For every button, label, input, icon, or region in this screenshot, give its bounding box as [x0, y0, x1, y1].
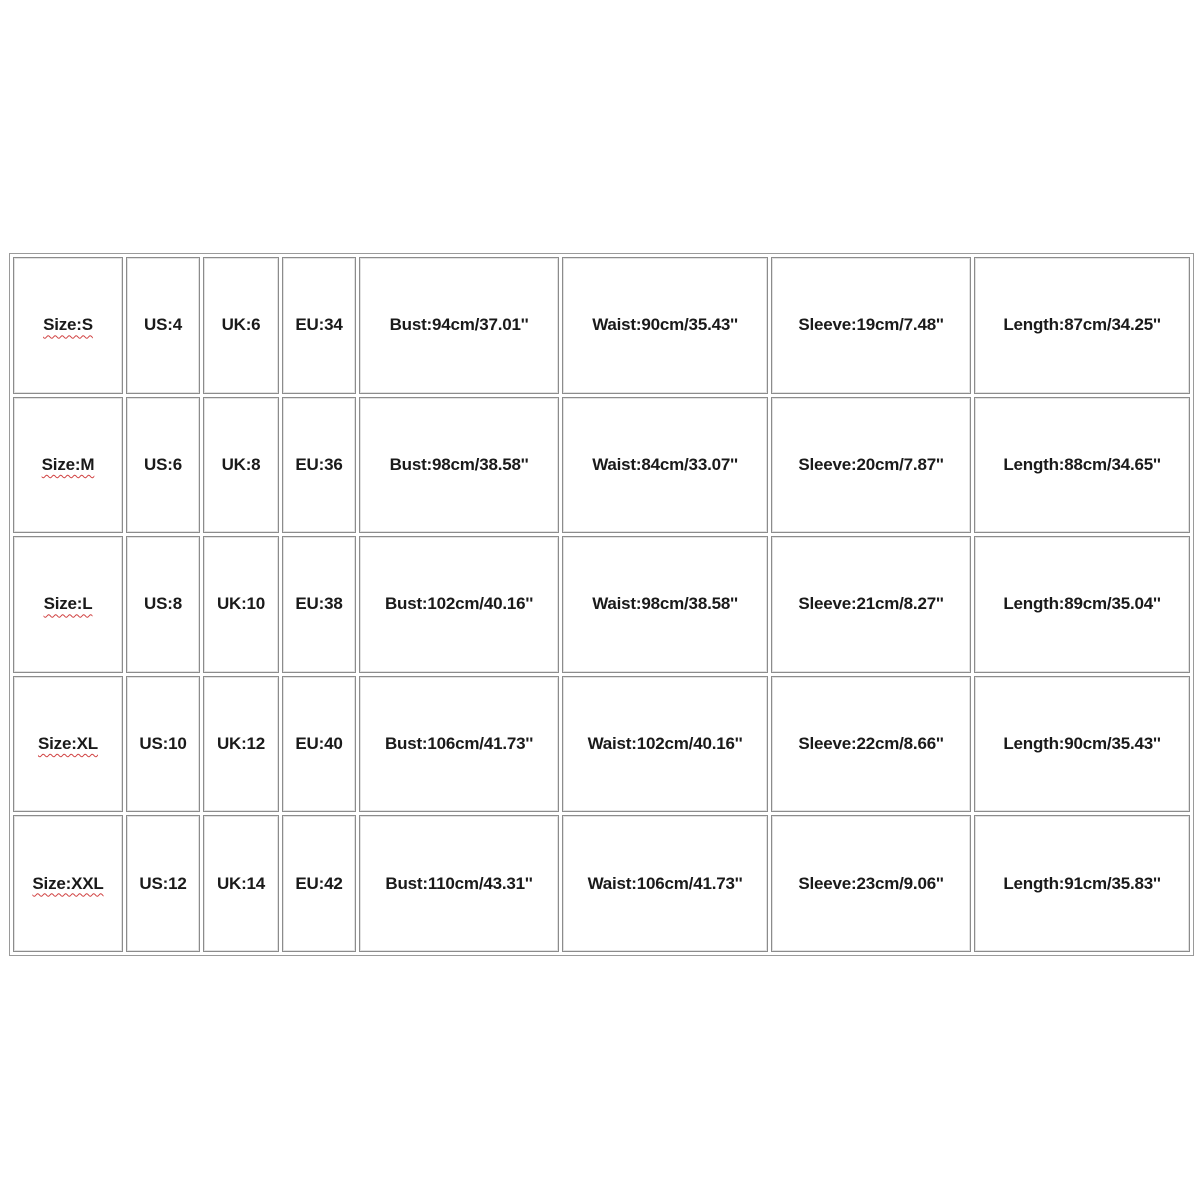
size-label: Size:XXL — [32, 873, 104, 893]
table-row — [13, 257, 1190, 394]
bust-cell: Bust:102cm/40.16'' — [359, 536, 559, 673]
size-chart-table — [9, 253, 1194, 956]
sleeve-cell: Sleeve:19cm/7.48'' — [771, 257, 971, 394]
uk-size-cell: UK:14 — [203, 815, 279, 952]
table-row — [13, 815, 1190, 952]
uk-size-cell: UK:12 — [203, 676, 279, 813]
sleeve-cell: Sleeve:21cm/8.27'' — [771, 536, 971, 673]
length-cell: Length:87cm/34.25'' — [974, 257, 1190, 394]
length-cell: Length:88cm/34.65'' — [974, 397, 1190, 534]
table-row — [13, 676, 1190, 813]
us-size-cell: US:6 — [126, 397, 200, 534]
uk-size-cell: UK:6 — [203, 257, 279, 394]
size-cell — [13, 257, 123, 394]
bust-cell: Bust:106cm/41.73'' — [359, 676, 559, 813]
bust-cell: Bust:98cm/38.58'' — [359, 397, 559, 534]
eu-size-cell: EU:42 — [282, 815, 356, 952]
size-cell — [13, 676, 123, 813]
bust-cell: Bust:110cm/43.31'' — [359, 815, 559, 952]
us-size-cell: US:10 — [126, 676, 200, 813]
waist-cell: Waist:84cm/33.07'' — [562, 397, 768, 534]
waist-cell: Waist:98cm/38.58'' — [562, 536, 768, 673]
table-row — [13, 536, 1190, 673]
sleeve-cell: Sleeve:20cm/7.87'' — [771, 397, 971, 534]
us-size-cell: US:4 — [126, 257, 200, 394]
length-cell: Length:89cm/35.04'' — [974, 536, 1190, 673]
size-cell — [13, 397, 123, 534]
us-size-cell: US:8 — [126, 536, 200, 673]
waist-cell: Waist:102cm/40.16'' — [562, 676, 768, 813]
waist-cell: Waist:106cm/41.73'' — [562, 815, 768, 952]
table-row — [13, 397, 1190, 534]
size-label: Size:XL — [37, 734, 98, 754]
size-label: Size:L — [43, 594, 93, 614]
sleeve-cell: Sleeve:22cm/8.66'' — [771, 676, 971, 813]
uk-size-cell: UK:8 — [203, 397, 279, 534]
bust-cell: Bust:94cm/37.01'' — [359, 257, 559, 394]
eu-size-cell: EU:34 — [282, 257, 356, 394]
size-cell — [13, 815, 123, 952]
size-cell — [13, 536, 123, 673]
eu-size-cell: EU:40 — [282, 676, 356, 813]
eu-size-cell: EU:36 — [282, 397, 356, 534]
eu-size-cell: EU:38 — [282, 536, 356, 673]
length-cell: Length:90cm/35.43'' — [974, 676, 1190, 813]
sleeve-cell: Sleeve:23cm/9.06'' — [771, 815, 971, 952]
size-label: Size:S — [43, 315, 93, 335]
waist-cell: Waist:90cm/35.43'' — [562, 257, 768, 394]
length-cell: Length:91cm/35.83'' — [974, 815, 1190, 952]
uk-size-cell: UK:10 — [203, 536, 279, 673]
us-size-cell: US:12 — [126, 815, 200, 952]
size-label: Size:M — [41, 454, 95, 474]
